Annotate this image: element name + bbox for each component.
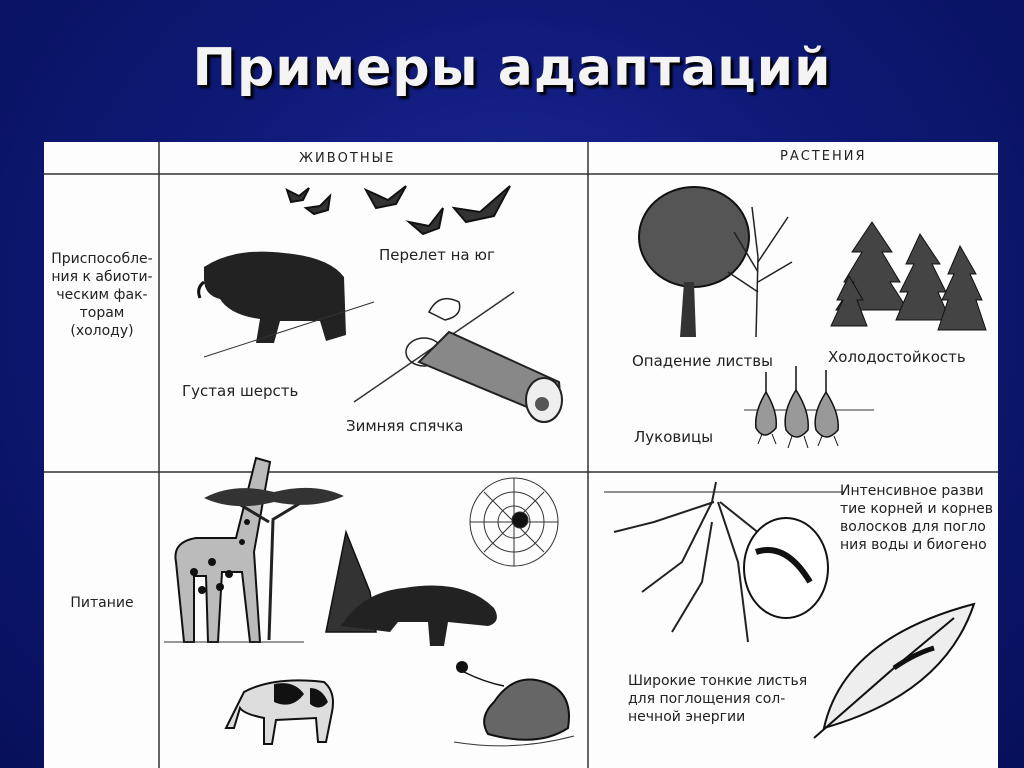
caption-cold-resistance: Холодостойкость: [828, 348, 966, 366]
caption-bulbs: Луковицы: [634, 428, 714, 446]
giraffe-icon: [164, 458, 344, 642]
row-category-nutrition: Питание: [70, 595, 134, 611]
caption-wide-leaves: Широкие тонкие листья для поглощения сол- нечной энергии: [628, 673, 808, 725]
row-category-cold: Приспособле- ния к абиоти- ческим фак- торам (холоду): [51, 251, 153, 339]
frog-icon: [454, 661, 574, 746]
hibernation-log-icon: [354, 292, 562, 422]
spider-web-icon: [470, 478, 558, 566]
leaf-icon: [814, 604, 974, 738]
root-hair-magnifier: [744, 518, 828, 618]
caption-root-development: Интенсивное разви тие корней и корнев волосков для погло ния воды и биогено: [840, 483, 994, 553]
birds-icon: [287, 186, 510, 234]
header-plants: РАСТЕНИЯ: [780, 149, 867, 164]
bulbs-icon: [744, 366, 874, 448]
cow-icon: [226, 680, 333, 744]
musk-ox-icon: [199, 252, 374, 357]
caption-thick-fur: Густая шерсть: [182, 382, 299, 400]
anteater-icon: [326, 532, 497, 646]
caption-migration: Перелет на юг: [379, 246, 495, 264]
table-drawing: [44, 142, 998, 768]
header-animals: ЖИВОТНЫЕ: [299, 151, 396, 166]
conifer-trees-icon: [831, 222, 986, 330]
caption-hibernation: Зимняя спячка: [346, 417, 464, 435]
adaptations-table: [44, 142, 998, 768]
deciduous-trees-icon: [639, 187, 792, 337]
caption-leaf-fall: Опадение листвы: [632, 352, 773, 370]
slide-title: Примеры адаптаций: [192, 38, 832, 98]
